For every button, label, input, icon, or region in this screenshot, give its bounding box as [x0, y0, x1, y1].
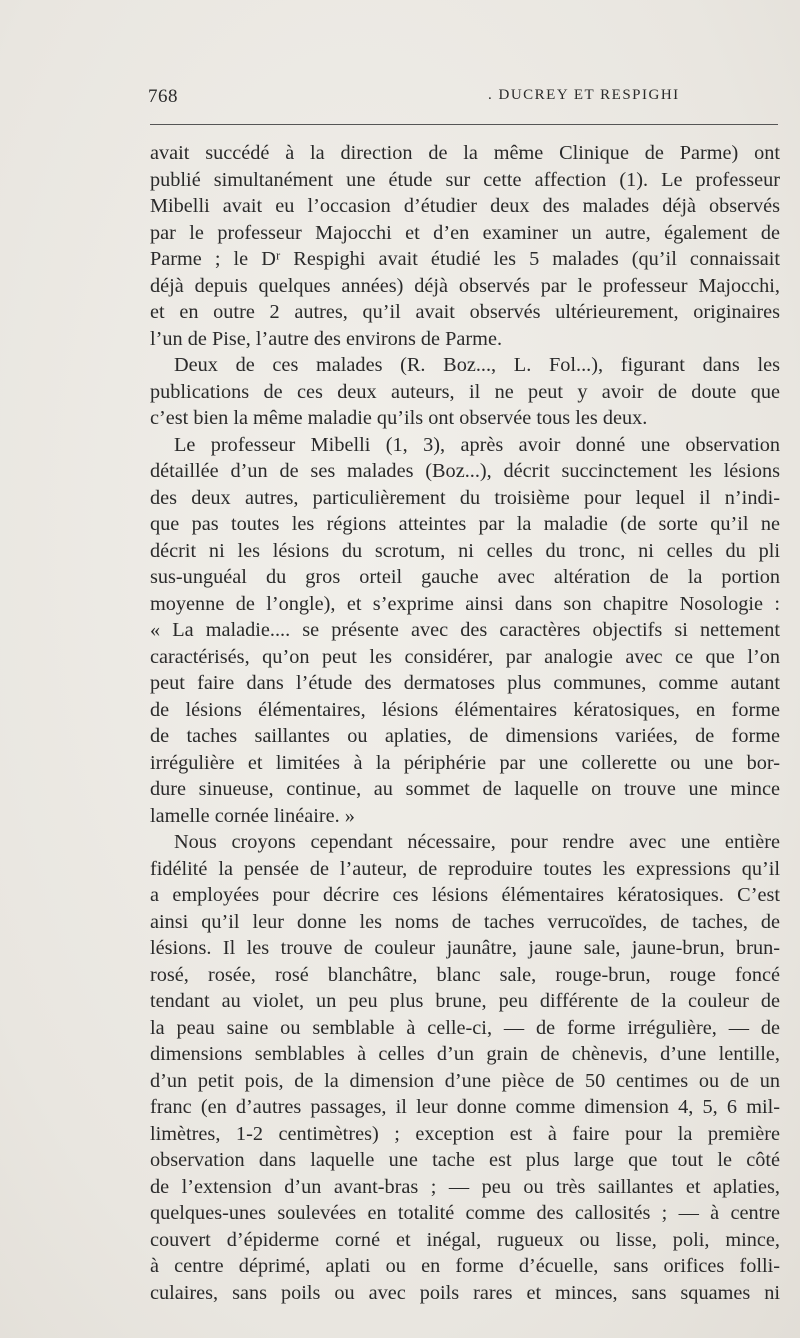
text-line: détaillée d’un de ses malades (Boz...), décrit succinctement les lésions — [150, 460, 780, 482]
text-line: dimensions semblables à celles d’un grain de chènevis, d’une lentille, — [150, 1043, 780, 1065]
text-line: des deux autres, particulièrement du troisième pour lequel il n’indi- — [150, 486, 780, 509]
text-line: que pas toutes les régions atteintes par la maladie (de sorte qu’il ne — [150, 513, 780, 535]
paragraph — [150, 140, 780, 352]
text-line: observation dans laquelle une tache est plus large que tout le côté — [150, 1149, 780, 1171]
text-line: rosé, rosée, rosé blanchâtre, blanc sale, rouge-brun, rouge foncé — [150, 963, 780, 986]
text-line: tendant au violet, un peu plus brune, peu différente de la couleur de — [150, 990, 780, 1012]
text-line: la peau saine ou semblable à celle-ci, — de forme irrégulière, — de — [150, 1016, 780, 1039]
text-line: Parme ; le Dʳ Respighi avait étudié les 5 malades (qu’il connaissait — [150, 248, 780, 270]
text-line: sus-unguéal du gros orteil gauche avec altération de la portion — [150, 566, 780, 588]
text-line: Mibelli avait eu l’occasion d’étudier deux des malades déjà observés — [150, 195, 780, 217]
page-number: 768 — [148, 86, 178, 107]
body-text — [150, 140, 780, 1306]
page-header — [148, 86, 778, 116]
text-line: Nous croyons cependant nécessaire, pour rendre avec une entière — [174, 831, 780, 853]
text-line: déjà depuis quelques années) déjà observés par le professeur Majocchi, — [150, 274, 780, 297]
paragraph — [150, 432, 780, 830]
text-line: caractérisés, qu’on peut les considérer, par analogie avec ce que l’on — [150, 645, 780, 668]
text-line: c’est bien la même maladie qu’ils ont observée tous les deux. — [150, 407, 648, 429]
text-line: avait succédé à la direction de la même Clinique de Parme) ont — [150, 142, 780, 164]
running-head: . DUCREY ET RESPIGHI — [488, 87, 680, 103]
text-line: moyenne de l’ongle), et s’exprime ainsi dans son chapitre Nosologie : — [150, 592, 780, 615]
header-rule — [150, 124, 778, 125]
text-line: franc (en d’autres passages, il leur donne comme dimension 4, 5, 6 mil- — [150, 1096, 780, 1118]
text-line: par le professeur Majocchi et d’en examiner un autre, également de — [150, 221, 780, 244]
text-line: l’un de Pise, l’autre des environs de Parme. — [150, 327, 503, 350]
text-line: ainsi qu’il leur donne les noms de taches verrucoïdes, de taches, de — [150, 910, 780, 933]
paragraph — [150, 352, 780, 432]
text-line: fidélité la pensée de l’auteur, de reproduire toutes les expressions qu’il — [150, 857, 780, 880]
text-line: de lésions élémentaires, lésions élémentaires kératosiques, en forme — [150, 698, 780, 721]
paragraph — [150, 829, 780, 1306]
text-line: de l’extension d’un avant-bras ; — peu ou très saillantes et aplaties, — [150, 1175, 780, 1198]
text-line: limètres, 1-2 centimètres) ; exception est à faire pour la première — [150, 1122, 780, 1145]
text-line: publications de ces deux auteurs, il ne peut y avoir de doute que — [150, 380, 780, 403]
text-line: et en outre 2 autres, qu’il avait observés ultérieurement, originaires — [150, 301, 780, 323]
text-line: dure sinueuse, continue, au sommet de laquelle on trouve une mince — [150, 778, 780, 800]
text-line: d’un petit pois, de la dimension d’une pièce de 50 centimes ou de un — [150, 1069, 780, 1092]
text-line: quelques-unes soulevées en totalité comme des callosités ; — à centre — [150, 1202, 780, 1224]
text-line: a employées pour décrire ces lésions élémentaires kératosiques. C’est — [150, 884, 780, 906]
text-line: lésions. Il les trouve de couleur jaunâtre, jaune sale, jaune-brun, brun- — [150, 937, 780, 959]
text-line: Deux de ces malades (R. Boz..., L. Fol...), figurant dans les — [174, 354, 780, 376]
text-line: culaires, sans poils ou avec poils rares et minces, sans squames ni — [150, 1281, 780, 1304]
text-line: de taches saillantes ou aplaties, de dimensions variées, de forme — [150, 725, 780, 747]
text-line: Le professeur Mibelli (1, 3), après avoir donné une observation — [174, 433, 780, 456]
text-line: publié simultanément une étude sur cette affection (1). Le professeur — [150, 168, 780, 191]
text-line: peut faire dans l’étude des dermatoses plus communes, comme autant — [150, 672, 780, 694]
text-line: décrit ni les lésions du scrotum, ni celles du tronc, ni celles du pli — [150, 539, 780, 562]
text-line: couvert d’épiderme corné et inégal, rugueux ou lisse, poli, mince, — [150, 1228, 780, 1251]
text-line: irrégulière et limitées à la périphérie par une collerette ou une bor- — [150, 751, 780, 774]
text-line: « La maladie.... se présente avec des caractères objectifs si nettement — [150, 619, 780, 641]
text-line: lamelle cornée linéaire. » — [150, 804, 355, 827]
text-line: à centre déprimé, aplati ou en forme d’écuelle, sans orifices folli- — [150, 1255, 780, 1277]
